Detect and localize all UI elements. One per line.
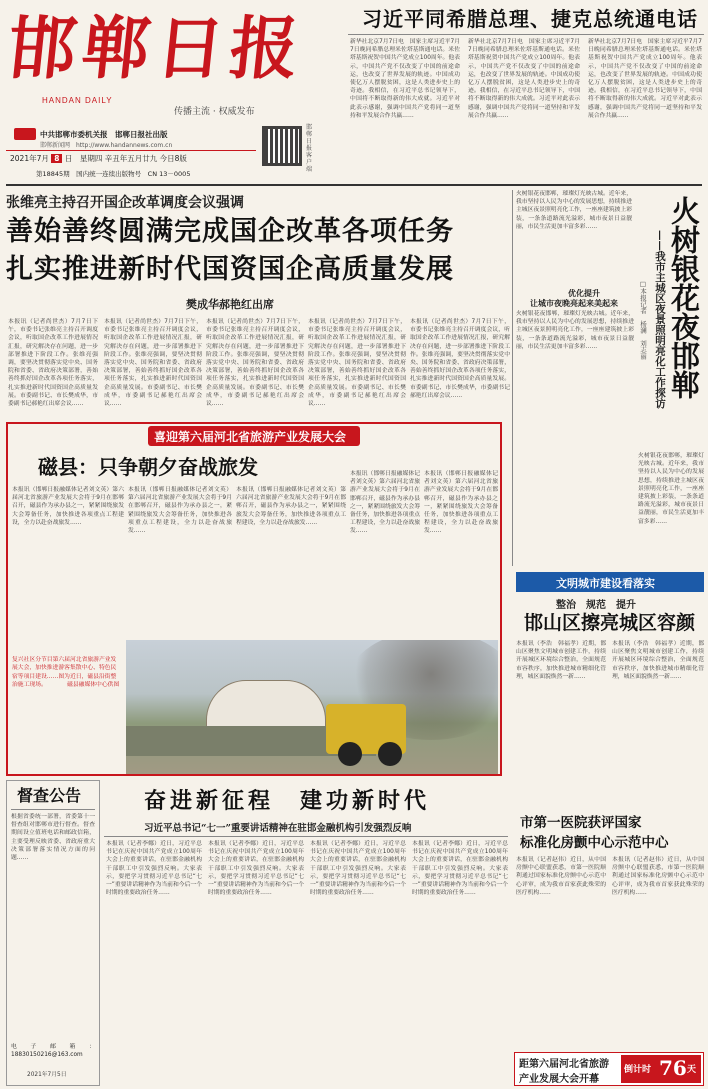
hospital-title: 市第一医院获评国家 xyxy=(520,815,642,831)
fire-author: □本报记者 杨澜 刘志丽 xyxy=(639,280,647,360)
tourism-title: 磁县：只争朝夕奋战旅发 xyxy=(38,455,258,479)
notice-title: 督查公告 xyxy=(17,786,82,805)
struggle-title: 奋进新征程 建功新时代 xyxy=(144,788,431,814)
fire-section: 优化提升 xyxy=(568,288,600,298)
date-edition: 今日8版 xyxy=(159,154,187,163)
tourism-col5: 本报讯（邯郸日报融媒体记者刘文英）第六届河北省旅游产业发展大会将于9月在邯郸召开，磁县作为承办县之一，紧紧围绕旅发大会筹备任务，加快推进各项重点工程建设，全力以赴奋战旅发…… xyxy=(424,471,498,535)
red-logo-icon xyxy=(14,128,36,140)
top-story xyxy=(348,4,704,180)
fire-title: 火树银花夜邯郸 xyxy=(667,196,701,399)
date-day: 8 xyxy=(51,154,62,163)
civil-article xyxy=(516,572,704,806)
countdown-label1: 距第六届河北省旅游 xyxy=(519,1059,609,1070)
tourism-banner xyxy=(148,426,360,446)
tourism-caption: 复兴社区分节目第六届河北省旅游产业发展大会，加快推进游客集散中心、特色民宿等项目建设……图为近日，磁县沿街整治施工现场。 磁县融媒体中心供图 xyxy=(12,657,120,689)
issue-line: 第18845期 国内统一连续出版物号 CN 13－0005 xyxy=(36,170,191,178)
qr-caption: 邯郸日报客户端 xyxy=(306,124,313,173)
countdown-label2: 产业发展大会开幕 xyxy=(519,1074,599,1085)
hospital-col2: 本报讯（记者赵伟）近日，从中国房颤中心联盟获悉，市第一医院顺利通过国家标准化房颤中心示范中心评审，成为我市首家获此殊荣的医疗机构…… xyxy=(612,857,704,896)
masthead-url: 邯郸新闻网 http://www.handannews.com.cn xyxy=(40,142,173,149)
civil-kicker: 整治 规范 提升 xyxy=(556,600,636,611)
fire-subhead: 让城市夜晚亮起来美起来 xyxy=(530,298,618,308)
headline-col2: 本报讯（记者尚世杰）7月7日下午，市委书记张维亮主持召开调度会议，听取国企改革工作进展情况汇报，研究解决存在问题，进一步部署推进下阶段工作。张维亮强调，要坚决贯彻落实党中央、国务院和省委、省政府决策部署，善始善终抓好国企改革各项任务落实，扎实推进新时代国资国企高质量发展。市委副书记、市长樊成华，市委副书记郝艳红出席会议…… xyxy=(104,319,202,408)
masthead xyxy=(3,4,344,180)
headline-col3: 本报讯（记者尚世杰）7月7日下午，市委书记张维亮主持召开调度会议，听取国企改革工作进展情况汇报，研究解决存在问题，进一步部署推进下阶段工作。张维亮强调，要坚决贯彻落实党中央、国务院和省委、省政府决策部署，善始善终抓好国企改革各项任务落实，扎实推进新时代国资国企高质量发展。市委副书记、市长樊成华，市委副书记郝艳红出席会议…… xyxy=(206,319,304,408)
fire-col1: 火树银花夜邯郸，璀璨灯光映古城。近年来，我市坚持以人民为中心的发展思想，持续推进主城区夜景照明亮化工作，一座座建筑披上彩装，一条条道路流光溢彩，城市夜景日益靓丽，市民生活更加丰富多彩…… xyxy=(516,311,634,350)
fire-col2: 火树银花夜邯郸，璀璨灯光映古城。近年来，我市坚持以人民为中心的发展思想，持续推进主城区夜景照明亮化工作，一座座建筑披上彩装，一条条道路流光溢彩，城市夜景日益靓丽，市民生活更加丰富多彩…… xyxy=(638,453,704,525)
masthead-publisher: 中共邯郸市委机关报 邯郸日报社出版 xyxy=(40,130,168,139)
struggle-sub: 习近平总书记“七一”重要讲话精神在驻邯金融机构引发强烈反响 xyxy=(144,823,412,834)
masthead-slogan: 传播主流 · 权威发布 xyxy=(174,107,255,117)
tourism-box xyxy=(6,422,502,776)
hospital-col1: 本报讯（记者赵伟）近日，从中国房颤中心联盟获悉，市第一医院顺利通过国家标准化房颤中心示范中心评审，成为我市首家获此殊荣的医疗机构…… xyxy=(516,857,606,896)
headline-col4: 本报讯（记者尚世杰）7月7日下午，市委书记张维亮主持召开调度会议，听取国企改革工作进展情况汇报，研究解决存在问题，进一步部署推进下阶段工作。张维亮强调，要坚决贯彻落实党中央、国务院和省委、省政府决策部署，善始善终抓好国企改革各项任务落实，扎实推进新时代国资国企高质量发展。市委副书记、市长樊成华，市委副书记郝艳红出席会议…… xyxy=(308,319,406,408)
notice-date: 2021年7月5日 xyxy=(27,1072,67,1078)
civil-banner xyxy=(516,572,704,592)
top-story-title: 习近平同希腊总理、捷克总统通电话 xyxy=(362,7,698,31)
tourism-col4: 本报讯（邯郸日报融媒体记者刘文英）第六届河北省旅游产业发展大会将于9月在邯郸召开，磁县作为承办县之一，紧紧围绕旅发大会筹备任务，加快推进各项重点工程建设，全力以赴奋战旅发…… xyxy=(350,471,420,535)
top-story-col3: 新华社北京7月7日电 国家主席习近平7月7日晚同希腊总理米佐塔基斯通电话。米佐塔基斯祝贺中国共产党成立100周年。他表示，中国共产党不仅改变了中国的前途命运，也改变了世界发展的轨迹。中国成功使亿万人摆脱贫困，这是人类进步史上的奇迹。我相信，在习近平总书记领导下，中国将不断取得新的伟大成就。习近平对此表示感谢，强调中国共产党将同一道坚持和平发展合作共赢…… xyxy=(588,39,702,119)
civil-banner-text: 文明城市建设看落实 xyxy=(556,577,655,590)
headline-line2: 扎实推进新时代国资国企高质量发展 xyxy=(6,254,454,285)
notice-email: 电子邮箱：18830150216@163.com xyxy=(11,1044,95,1059)
masthead-pinyin: HANDAN DAILY xyxy=(42,96,113,105)
struggle-article xyxy=(104,782,510,1086)
date-year: 2021年7月 xyxy=(10,154,49,163)
struggle-col1: 本报讯（记者李娜）近日，习近平总书记在庆祝中国共产党成立100周年大会上的重要讲话，在驻邯金融机构干部职工中引发强烈反响。大家表示，要把学习贯彻习近平总书记“七一”重要讲话精神作为当前和今后一个时期的重要政治任务…… xyxy=(106,841,202,897)
notice-box xyxy=(6,780,100,1086)
fire-lead-col: 火树银花夜邯郸，璀璨灯光映古城。近年来，我市坚持以人民为中心的发展思想，持续推进主城区夜景照明亮化工作，一座座建筑披上彩装，一条条道路流光溢彩，城市夜景日益靓丽，市民生活更加丰富多彩…… xyxy=(516,191,632,230)
countdown-prefix: 倒计时 xyxy=(624,1065,652,1075)
fire-article xyxy=(516,190,704,570)
hospital-article xyxy=(516,810,704,1050)
hospital-title2: 标准化房颤中心示范中心 xyxy=(520,835,669,851)
struggle-col4: 本报讯（记者李娜）近日，习近平总书记在庆祝中国共产党成立100周年大会上的重要讲话，在驻邯金融机构干部职工中引发强烈反响。大家表示，要把学习贯彻习近平总书记“七一”重要讲话精神作为当前和今后一个时期的重要政治任务…… xyxy=(412,841,508,897)
civil-title: 邯山区擦亮城区容颜 xyxy=(524,612,696,634)
tourism-col3: 本报讯（邯郸日报融媒体记者刘文英）第六届河北省旅游产业发展大会将于9月在邯郸召开，磁县作为承办县之一，紧紧围绕旅发大会筹备任务，加快推进各项重点工程建设，全力以赴奋战旅发…… xyxy=(236,487,346,526)
countdown-days: 76 xyxy=(659,1056,687,1080)
date-lunar: 辛丑年五月廿九 xyxy=(104,154,158,163)
headline-col5: 本报讯（记者尚世杰）7月7日下午，市委书记张维亮主持召开调度会议，听取国企改革工作进展情况汇报，研究解决存在问题，进一步部署推进下阶段工作。张维亮强调，要坚决贯彻落实党中央、国务院和省委、省政府决策部署，善始善终抓好国企改革各项任务落实，扎实推进新时代国资国企高质量发展。市委副书记、市长樊成华，市委副书记郝艳红出席会议…… xyxy=(410,319,510,399)
tourism-col2: 本报讯（邯郸日报融媒体记者刘文英）第六届河北省旅游产业发展大会将于9月在邯郸召开，磁县作为承办县之一，紧紧围绕旅发大会筹备任务，加快推进各项重点工程建设，全力以赴奋战旅发…… xyxy=(128,487,232,535)
countdown-box xyxy=(621,1055,701,1083)
loader-wheel xyxy=(338,742,362,766)
struggle-col3: 本报讯（记者李娜）近日，习近平总书记在庆祝中国共产党成立100周年大会上的重要讲话，在驻邯金融机构干部职工中引发强烈反响。大家表示，要把学习贯彻习近平总书记“七一”重要讲话精神作为当前和今后一个时期的重要政治任务…… xyxy=(310,841,406,897)
tourism-banner-text: 喜迎第六届河北省旅游产业发展大会 xyxy=(154,430,347,444)
construction-photo xyxy=(126,640,498,774)
civil-col1: 本报讯（李浩 韩福孝）近期，邯山区聚焦文明城市创建工作，持续开展城区环境综合整治，全面规范市容秩序，加快推进城市精细化管理，城区面貌焕然一新…… xyxy=(516,641,606,680)
headline-line1: 善始善终圆满完成国企改革各项任务 xyxy=(6,216,454,247)
top-story-col1: 新华社北京7月7日电 国家主席习近平7月7日晚同希腊总理米佐塔基斯通电话。米佐塔基斯祝贺中国共产党成立100周年。他表示，中国共产党不仅改变了中国的前途命运，也改变了世界发展的轨迹。中国成功使亿万人摆脱贫困，这是人类进步史上的奇迹。我相信，在习近平总书记领导下，中国将不断取得新的伟大成就。习近平对此表示感谢，强调中国共产党将同一道坚持和平发展合作共赢…… xyxy=(350,39,460,119)
civil-col2: 本报讯（李浩 韩福孝）近期，邯山区聚焦文明城市创建工作，持续开展城区环境综合整治，全面规范市容秩序，加快推进城市精细化管理，城区面貌焕然一新…… xyxy=(612,641,704,680)
headline-kicker: 张维亮主持召开国企改革调度会议强调 xyxy=(6,195,244,211)
date-weekday: 日 星期四 xyxy=(64,154,103,163)
tourism-col1: 本报讯（邯郸日报融媒体记者刘文英）第六届河北省旅游产业发展大会将于9月在邯郸召开，磁县作为承办县之一，紧紧围绕旅发大会筹备任务，加快推进各项重点工程建设，全力以赴奋战旅发…… xyxy=(12,487,124,526)
headline-col1: 本报讯（记者尚世杰）7月7日下午，市委书记张维亮主持召开调度会议，听取国企改革工作进展情况汇报，研究解决存在问题，进一步部署推进下阶段工作。张维亮强调，要坚决贯彻落实党中央、国务院和省委、省政府决策部署，善始善终抓好国企改革各项任务落实，扎实推进新时代国资国企高质量发展。市委副书记、市长樊成华，市委副书记郝艳红出席会议…… xyxy=(8,319,98,408)
headline-sub: 樊成华郝艳红出席 xyxy=(186,298,274,311)
notice-body: 根据省委统一部署，省委第十一督查组对邯郸市进行督查。督查期间设立值班电话和邮政信箱，主要受理反映省委、省政府重大决策部署落实情况方面的问题…… xyxy=(11,814,95,862)
top-story-col2: 新华社北京7月7日电 国家主席习近平7月7日晚同希腊总理米佐塔基斯通电话。米佐塔基斯祝贺中国共产党成立100周年。他表示，中国共产党不仅改变了中国的前途命运，也改变了世界发展的轨迹。中国成功使亿万人摆脱贫困，这是人类进步史上的奇迹。我相信，在习近平总书记领导下，中国将不断取得新的伟大成就。习近平对此表示感谢，强调中国共产党将同一道坚持和平发展合作共赢…… xyxy=(468,39,580,119)
masthead-title: 邯郸日报 xyxy=(3,9,309,89)
countdown-unit: 天 xyxy=(687,1065,697,1075)
date-line xyxy=(10,153,187,164)
headline-block xyxy=(6,190,510,420)
loader-wheel xyxy=(378,742,402,766)
fire-sub: ——我市主城区夜景照明亮化工作探访 xyxy=(654,230,666,409)
struggle-col2: 本报讯（记者李娜）近日，习近平总书记在庆祝中国共产党成立100周年大会上的重要讲话，在驻邯金融机构干部职工中引发强烈反响。大家表示，要把学习贯彻习近平总书记“七一”重要讲话精神作为当前和今后一个时期的重要政治任务…… xyxy=(208,841,304,897)
qr-code-icon xyxy=(262,126,302,166)
countdown-bar xyxy=(514,1052,704,1086)
